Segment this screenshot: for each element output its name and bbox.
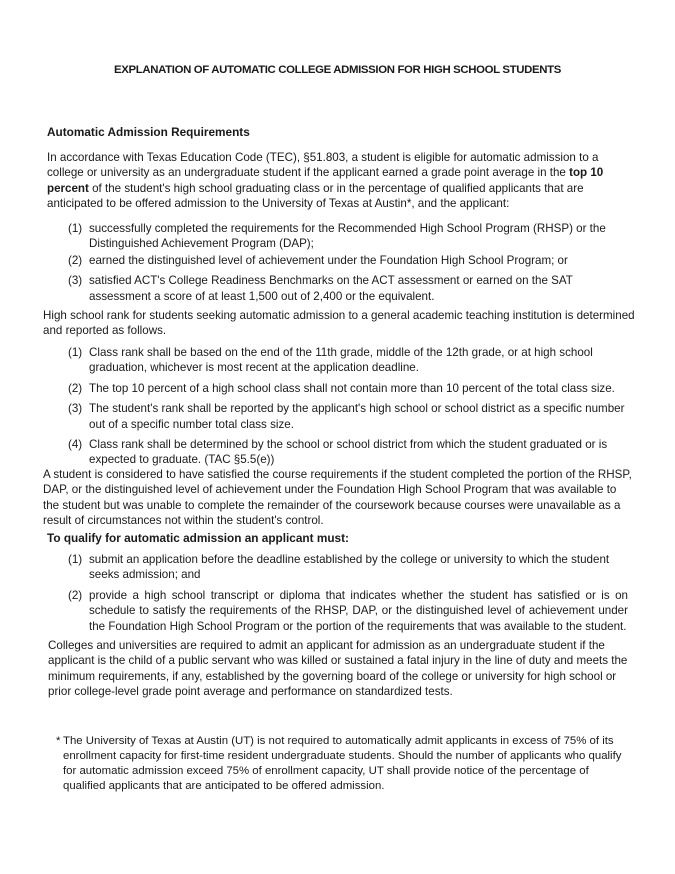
intro-text-start: In accordance with Texas Education Code (TEC), §51.803, a student is eligible for automatic admission to a college or university as an undergraduate student if the applicant earned a grade point average in the [47, 151, 599, 180]
list-item-text: provide a high school transcript or diploma that indicates whether the student has satisfied or is on schedule to satisfy the requirements of the RHSP, DAP, or the distinguished level of achievement under the Foundation High School Program or the portion of the requirements that was available to the student. [89, 588, 628, 633]
document-title: EXPLANATION OF AUTOMATIC COLLEGE ADMISSION FOR HIGH SCHOOL STUDENTS [114, 64, 561, 76]
list-item-text: submit an application before the deadline established by the college or university to which the student seeks admission; and [89, 553, 610, 582]
list-item [68, 552, 628, 583]
rank-intro-paragraph: High school rank for students seeking automatic admission to a general academic teaching institution is determined and reported as follows. [43, 309, 635, 338]
list-item [68, 253, 623, 268]
intro-bold-phrase: top 10 percent [47, 166, 604, 195]
list-item-number: (1) [68, 222, 83, 235]
rank-list [68, 345, 628, 468]
list-item-text: earned the distinguished level of achievement under the Foundation High School Program; or [89, 253, 568, 267]
requirements-list [68, 221, 623, 304]
public-servant-paragraph: Colleges and universities are required to admit an applicant for admission as an undergraduate student if the applicant is the child of a public servant who was killed or sustained a fatal injury in the line of duty and meets the minimum requirements, if any, established by the governing board of the college or university for high school or prior college-level grade point average and performance on standardized tests. [48, 639, 628, 699]
list-item [68, 221, 623, 252]
list-item-number: (3) [68, 274, 83, 288]
section-heading-requirements: Automatic Admission Requirements [47, 125, 250, 139]
list-item [68, 437, 628, 468]
list-item-text: Class rank shall be determined by the school or school district from which the student graduated or is expected to graduate. (TAC §5.5(e)) [89, 438, 608, 467]
list-item-text: satisfied ACT's College Readiness Benchmarks on the ACT assessment or earned on the SAT assessment a score of at least 1,500 out of 2,400 or the equivalent. [89, 274, 573, 303]
footnote-text: The University of Texas at Austin (UT) is not required to automatically admit applicants in excess of 75% of its enrollment capacity for first-time resident undergraduate students. Should the number of applicants who qualify for automatic admission exceed 75% of enrollment capacity, UT shall provide notice of the percentage of qualified applicants that are anticipated to be offered admission. [63, 735, 622, 792]
requirements-intro-paragraph [47, 150, 637, 212]
list-item-number: (1) [68, 553, 83, 566]
list-item [68, 381, 628, 396]
course-requirements-paragraph: A student is considered to have satisfied the course requirements if the student completed the portion of the RHSP, DAP, or the distinguished level of achievement under the Foundation High School Program that was available to the student but was unable to complete the remainder of the coursework because courses were unavailable as a result of circumstances not within the student's control. [43, 468, 632, 528]
footnote [56, 734, 623, 794]
list-item-text: successfully completed the requirements for the Recommended High School Program (RHSP) or the Distinguished Achievement Program (DAP); [89, 222, 606, 251]
list-item-text: The top 10 percent of a high school class shall not contain more than 10 percent of the total class size. [89, 381, 615, 395]
list-item-number: (1) [68, 346, 83, 359]
list-item [68, 588, 628, 634]
list-item [68, 345, 628, 376]
footnote-marker: * [56, 735, 61, 747]
list-item-text: Class rank shall be based on the end of the 11th grade, middle of the 12th grade, or at high school graduation, whichever is most recent at the application deadline. [89, 346, 593, 375]
list-item-number: (2) [68, 381, 83, 395]
list-item-text: The student's rank shall be reported by the applicant's high school or school district as a specific number out of a specific number total class size. [89, 402, 625, 431]
section-heading-qualify: To qualify for automatic admission an applicant must: [47, 531, 349, 545]
list-item-number: (2) [68, 588, 83, 602]
list-item-number: (3) [68, 402, 83, 416]
qualify-list [68, 552, 628, 634]
list-item [68, 401, 628, 432]
list-item-number: (2) [68, 253, 83, 267]
list-item-number: (4) [68, 438, 83, 452]
list-item [68, 273, 623, 304]
intro-text-end: of the student's high school graduating class or in the percentage of qualified applicants that are anticipated to be offered admission to the University of Texas at Austin*, and the applicant: [47, 181, 584, 211]
